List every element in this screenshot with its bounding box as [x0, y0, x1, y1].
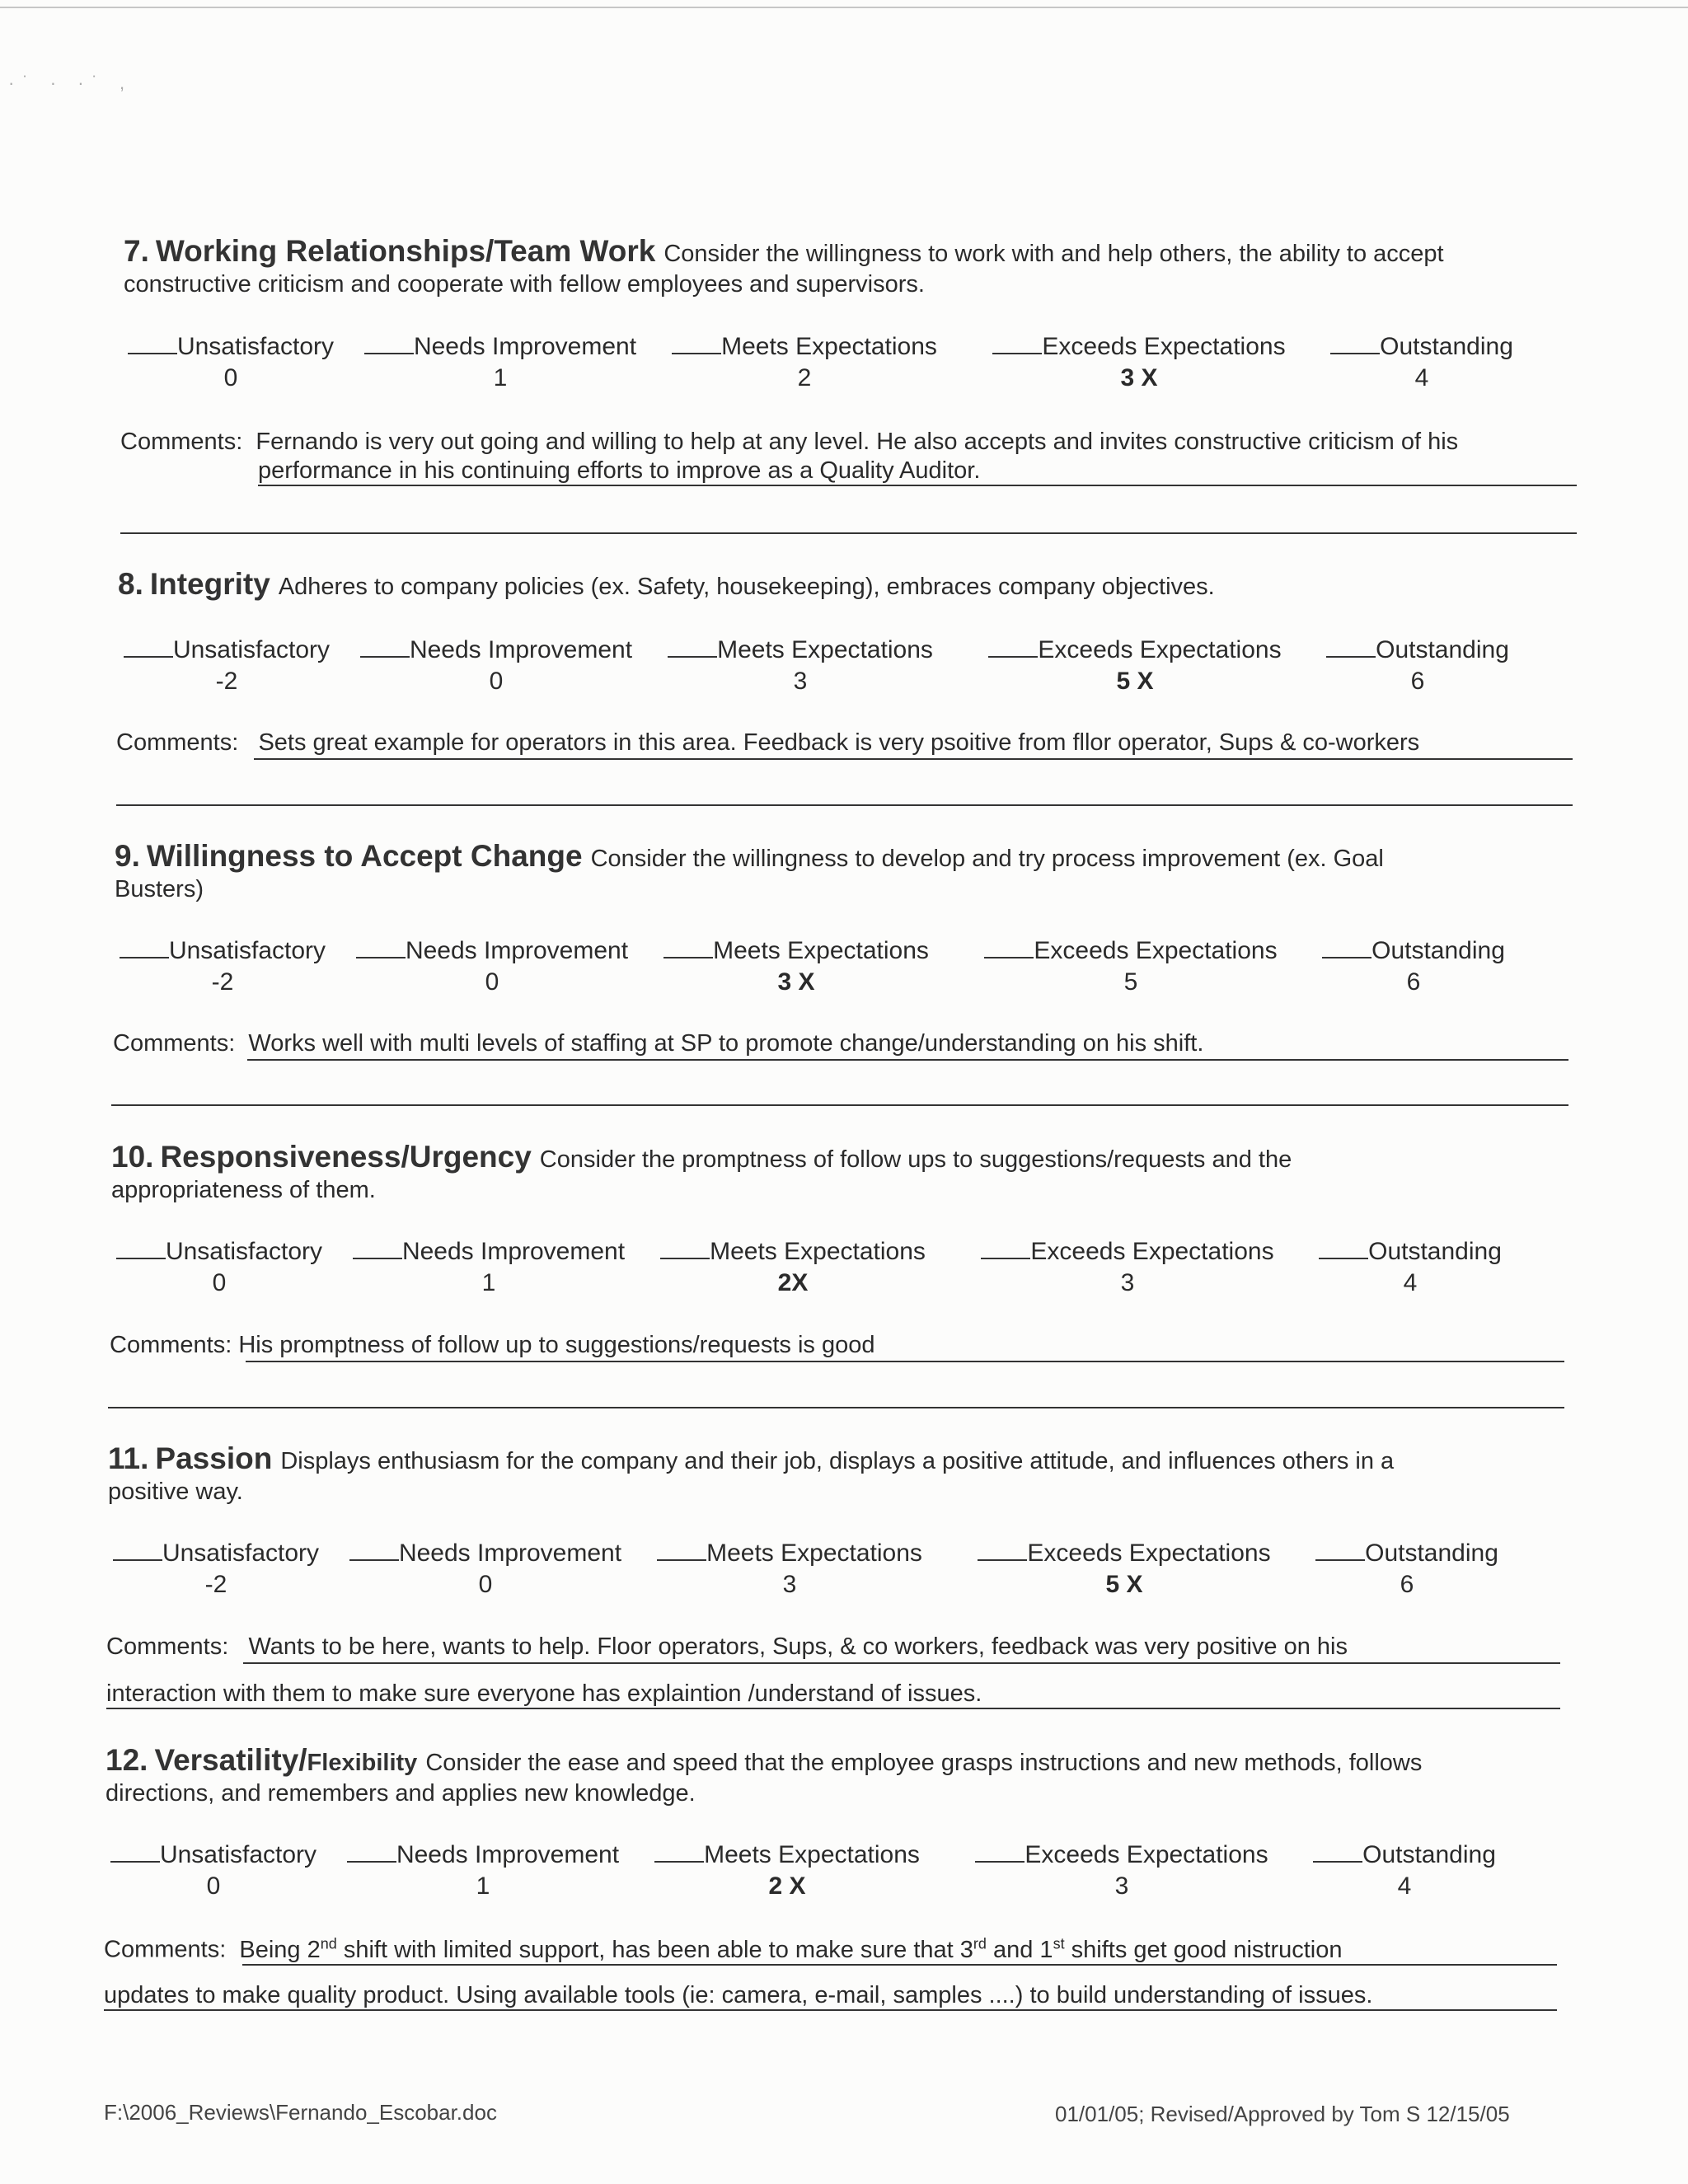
rating-outstanding: Outstanding 6	[1304, 1540, 1510, 1599]
comment-text-cont: updates to make quality product. Using available tools (ie: camera, e-mail, samples ....) to build understanding of issues.	[104, 1982, 1373, 2008]
rating-needs-improvement: Needs Improvement 0	[348, 937, 636, 996]
rating-blank[interactable]	[657, 1559, 706, 1561]
rating-blank[interactable]	[1319, 1258, 1368, 1259]
rating-exceeds-expectations: Exceeds Expectations 3 X	[982, 333, 1296, 392]
rating-blank[interactable]	[356, 957, 406, 958]
rating-exceeds-expectations: Exceeds Expectations 5 X	[968, 1540, 1281, 1599]
rating-blank[interactable]	[663, 957, 713, 958]
section-number: 9.	[115, 839, 140, 873]
comment-underline	[246, 1361, 1564, 1362]
rating-outstanding: Outstanding 6	[1315, 636, 1521, 696]
comment-underline	[258, 485, 1577, 486]
rating-blank[interactable]	[668, 656, 717, 658]
section-number: 11.	[108, 1441, 149, 1475]
rating-blank[interactable]	[660, 1258, 710, 1259]
comment-text: Wants to be here, wants to help. Floor operators, Sups, & co workers, feedback was very positive on his	[248, 1633, 1348, 1660]
section-heading	[106, 1745, 1422, 1809]
comment-text: Being 2nd shift with limited support, has been able to make sure that 3rd and 1st shifts get good nistruction	[239, 1935, 1343, 1963]
comments	[104, 1935, 1343, 1964]
comments	[113, 1030, 1203, 1057]
rating-unsatisfactory: Unsatisfactory -2	[111, 937, 334, 996]
rating-meets-expectations: Meets Expectations 3 X	[656, 937, 936, 996]
section-description: Consider the ease and speed that the employee grasps instructions and new methods, follows	[425, 1750, 1423, 1776]
rating-blank[interactable]	[110, 1861, 160, 1863]
section-title: Willingness to Accept Change	[146, 839, 583, 873]
rating-blank[interactable]	[975, 1861, 1025, 1863]
comments-label: Comments:	[113, 1030, 236, 1057]
comment-blank-line	[120, 532, 1577, 534]
rating-meets-expectations: Meets Expectations 2	[664, 333, 945, 392]
rating-blank[interactable]	[113, 1559, 162, 1561]
comment-text: Works well with multi levels of staffing at SP to promote change/understanding on his shift.	[248, 1030, 1204, 1057]
rating-blank[interactable]	[1313, 1861, 1362, 1863]
section-number: 12.	[106, 1743, 148, 1777]
rating-blank[interactable]	[981, 1258, 1030, 1259]
selected-score: 3 X	[1120, 364, 1158, 391]
selected-score: 5 X	[1105, 1571, 1143, 1598]
comment-blank-line	[108, 1407, 1564, 1408]
section-title: Responsiveness/Urgency	[160, 1140, 532, 1174]
section-description-cont: appropriateness of them.	[111, 1177, 376, 1203]
section-number: 7.	[124, 234, 149, 268]
rating-blank[interactable]	[1322, 957, 1372, 958]
rating-blank[interactable]	[360, 656, 410, 658]
comments-label: Comments:	[106, 1633, 229, 1660]
rating-outstanding: Outstanding 4	[1307, 1238, 1513, 1297]
rating-needs-improvement: Needs Improvement 1	[339, 1841, 627, 1900]
rating-outstanding: Outstanding 4	[1319, 333, 1525, 392]
comment-underline	[242, 1964, 1557, 1966]
comment-blank-line	[116, 804, 1573, 806]
comments-label: Comments:	[110, 1332, 232, 1358]
rating-blank[interactable]	[120, 957, 169, 958]
selected-score: 2 X	[768, 1872, 806, 1900]
comments-label: Comments:	[120, 429, 243, 455]
section-heading	[108, 1443, 1394, 1507]
footer-revision: 01/01/05; Revised/Approved by Tom S 12/15/05	[1055, 2102, 1510, 2126]
rating-blank[interactable]	[1330, 353, 1380, 354]
rating-blank[interactable]	[1326, 656, 1376, 658]
rating-needs-improvement: Needs Improvement 1	[345, 1238, 633, 1297]
rating-blank[interactable]	[347, 1861, 396, 1863]
rating-exceeds-expectations: Exceeds Expectations 5 X	[978, 636, 1292, 696]
rating-blank[interactable]	[672, 353, 721, 354]
rating-needs-improvement: Needs Improvement 0	[341, 1540, 630, 1599]
section-title: Passion	[155, 1441, 273, 1475]
section-description-cont: directions, and remembers and applies new knowledge.	[106, 1780, 696, 1807]
rating-unsatisfactory: Unsatisfactory 0	[120, 333, 342, 392]
section-description-cont: Busters)	[115, 876, 204, 902]
section-description: Consider the willingness to work with and help others, the ability to accept	[663, 241, 1444, 267]
section-description: Consider the promptness of follow ups to suggestions/requests and the	[539, 1146, 1292, 1173]
rating-exceeds-expectations: Exceeds Expectations 3	[965, 1841, 1278, 1900]
rating-outstanding: Outstanding 6	[1311, 937, 1517, 996]
rating-unsatisfactory: Unsatisfactory 0	[102, 1841, 325, 1900]
rating-unsatisfactory: Unsatisfactory -2	[115, 636, 338, 696]
section-description: Consider the willingness to develop and try process improvement (ex. Goal	[590, 846, 1384, 872]
comment-text: Fernando is very out going and willing to help at any level. He also accepts and invites constructive criticism of his	[256, 429, 1459, 455]
comments	[110, 1332, 874, 1359]
section-description: Displays enthusiasm for the company and their job, displays a positive attitude, and influences others in a	[280, 1448, 1395, 1474]
section-heading	[115, 841, 1384, 905]
comments	[120, 429, 1458, 456]
section-title: Working Relationships/Team Work	[155, 234, 656, 268]
rating-exceeds-expectations: Exceeds Expectations 5	[974, 937, 1287, 996]
comment-text: Sets great example for operators in this area. Feedback is very psoitive from fllor operator, Sups & co-workers	[258, 729, 1420, 756]
rating-blank[interactable]	[1315, 1559, 1365, 1561]
section-heading	[124, 236, 1444, 300]
section-heading	[118, 569, 1215, 602]
section-title: Integrity	[149, 567, 270, 601]
section-heading	[111, 1141, 1292, 1206]
comment-underline-2	[104, 2009, 1557, 2011]
rating-unsatisfactory: Unsatisfactory -2	[105, 1540, 327, 1599]
scan-top-edge	[0, 7, 1688, 8]
rating-meets-expectations: Meets Expectations 3	[649, 1540, 930, 1599]
comments-label: Comments:	[104, 1936, 227, 1963]
comments	[106, 1633, 1348, 1661]
comment-text-cont: interaction with them to make sure everyone has explaintion /understand of issues.	[106, 1680, 982, 1707]
rating-blank[interactable]	[124, 656, 173, 658]
rating-blank[interactable]	[992, 353, 1042, 354]
section-description: Adheres to company policies (ex. Safety, housekeeping), embraces company objectives.	[278, 574, 1215, 600]
rating-meets-expectations: Meets Expectations 2 X	[647, 1841, 927, 1900]
rating-meets-expectations: Meets Expectations 2X	[653, 1238, 933, 1297]
comment-text: His promptness of follow up to suggestions/requests is good	[238, 1332, 875, 1358]
scan-specks: ·˙ · ·˙ ,	[8, 73, 134, 93]
rating-exceeds-expectations: Exceeds Expectations 3	[971, 1238, 1284, 1297]
section-description-cont: constructive criticism and cooperate with fellow employees and supervisors.	[124, 271, 925, 298]
rating-blank[interactable]	[128, 353, 177, 354]
footer-file-path: F:\2006_Reviews\Fernando_Escobar.doc	[104, 2100, 497, 2125]
rating-needs-improvement: Needs Improvement 0	[352, 636, 640, 696]
comments	[116, 729, 1419, 757]
rating-meets-expectations: Meets Expectations 3	[660, 636, 940, 696]
selected-score: 2X	[777, 1269, 809, 1296]
rating-needs-improvement: Needs Improvement 1	[356, 333, 645, 392]
section-title: Versatility/Flexibility	[154, 1743, 418, 1777]
comment-underline	[243, 1662, 1560, 1664]
rating-blank[interactable]	[364, 353, 414, 354]
section-description-cont: positive way.	[108, 1479, 243, 1505]
rating-blank[interactable]	[353, 1258, 402, 1259]
rating-blank[interactable]	[116, 1258, 166, 1259]
comment-text-cont: performance in his continuing efforts to improve as a Quality Auditor.	[258, 457, 981, 484]
comments-label: Comments:	[116, 729, 239, 756]
comment-blank-line	[111, 1104, 1568, 1106]
comment-underline-2	[106, 1708, 1560, 1709]
comment-underline	[247, 1059, 1568, 1061]
rating-outstanding: Outstanding 4	[1301, 1841, 1507, 1900]
rating-blank[interactable]	[654, 1861, 704, 1863]
rating-blank[interactable]	[978, 1559, 1027, 1561]
rating-unsatisfactory: Unsatisfactory 0	[108, 1238, 331, 1297]
selected-score: 3 X	[777, 968, 815, 996]
section-number: 8.	[118, 567, 143, 601]
rating-blank[interactable]	[984, 957, 1034, 958]
rating-blank[interactable]	[349, 1559, 399, 1561]
selected-score: 5 X	[1116, 668, 1154, 695]
comment-underline	[254, 758, 1573, 760]
section-number: 10.	[111, 1140, 154, 1174]
rating-blank[interactable]	[988, 656, 1038, 658]
